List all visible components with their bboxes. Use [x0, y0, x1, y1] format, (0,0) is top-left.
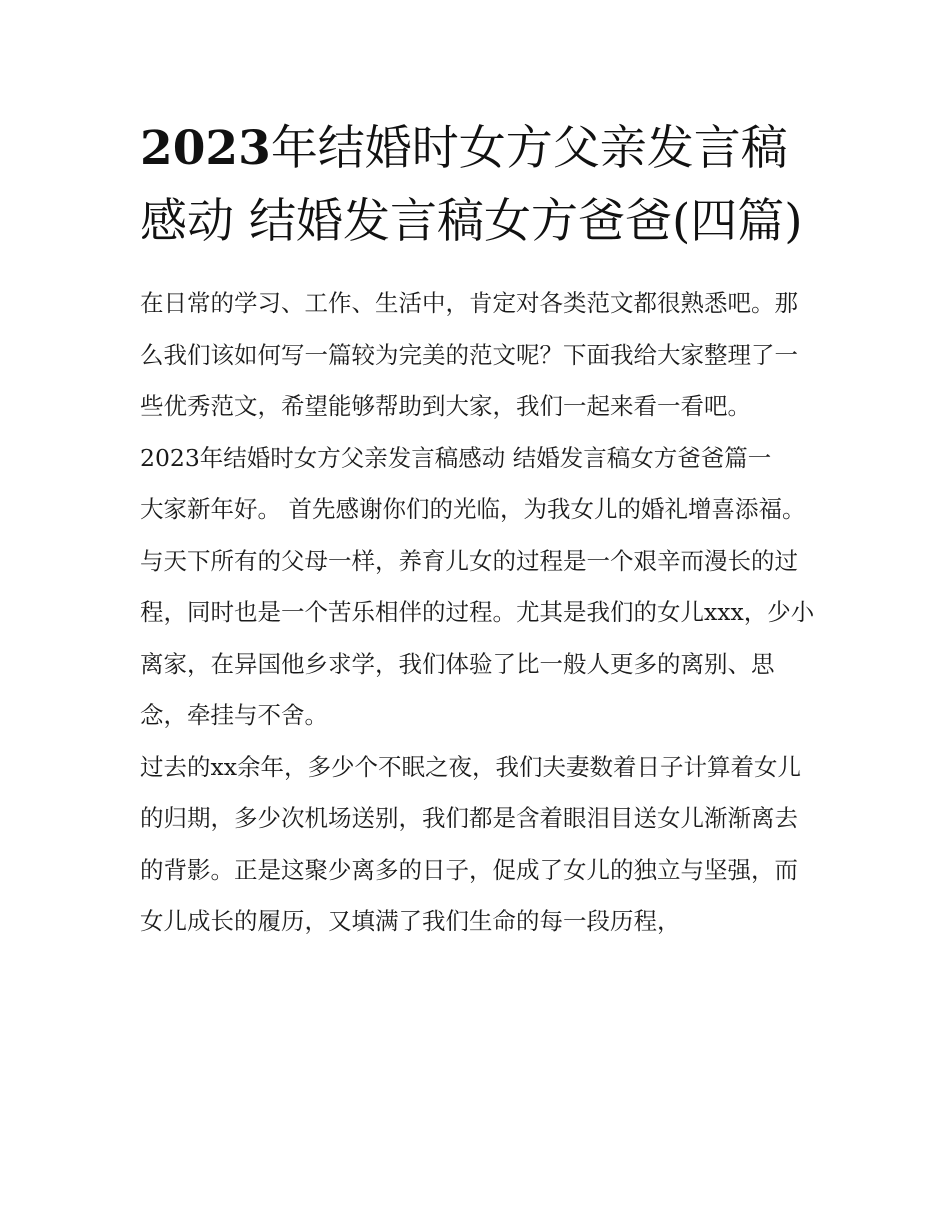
paragraph-greeting: 大家新年好。 首先感谢你们的光临，为我女儿的婚礼增喜添福。 — [140, 495, 806, 523]
paragraph-years: 过去的xx余年，多少个不眠之夜，我们夫妻数着日子计算着女儿的归期，多少次机场送别，我们都是含着眼泪目送女儿渐渐离去的背影。正是这聚少离多的日子，促成了女儿的独立与坚强，而女儿成长的履历，又填满了我们生命的每一段历程， — [140, 752, 802, 935]
title-year: 2023 — [140, 121, 271, 176]
paragraph-parents: 与天下所有的父母一样，养育儿女的过程是一个艰辛而漫长的过程，同时也是一个苦乐相伴的过程。尤其是我们的女儿xxx，少小离家，在异国他乡求学，我们体验了比一般人更多的离别、思念，牵挂与不舍。 — [140, 546, 815, 729]
paragraph-intro: 在日常的学习、工作、生活中，肯定对各类范文都很熟悉吧。那么我们该如何写一篇较为完美的范文呢？下面我给大家整理了一些优秀范文，希望能够帮助到大家，我们一起来看一看吧。 — [140, 289, 798, 420]
paragraph-section-heading: 2023年结婚时女方父亲发言稿感动 结婚发言稿女方爸爸篇一 — [140, 443, 772, 472]
document-title — [140, 112, 815, 258]
title-text: 年结婚时女方父亲发言稿感动 结婚发言稿女方爸爸(四篇) — [140, 121, 803, 249]
document-body — [140, 112, 815, 948]
